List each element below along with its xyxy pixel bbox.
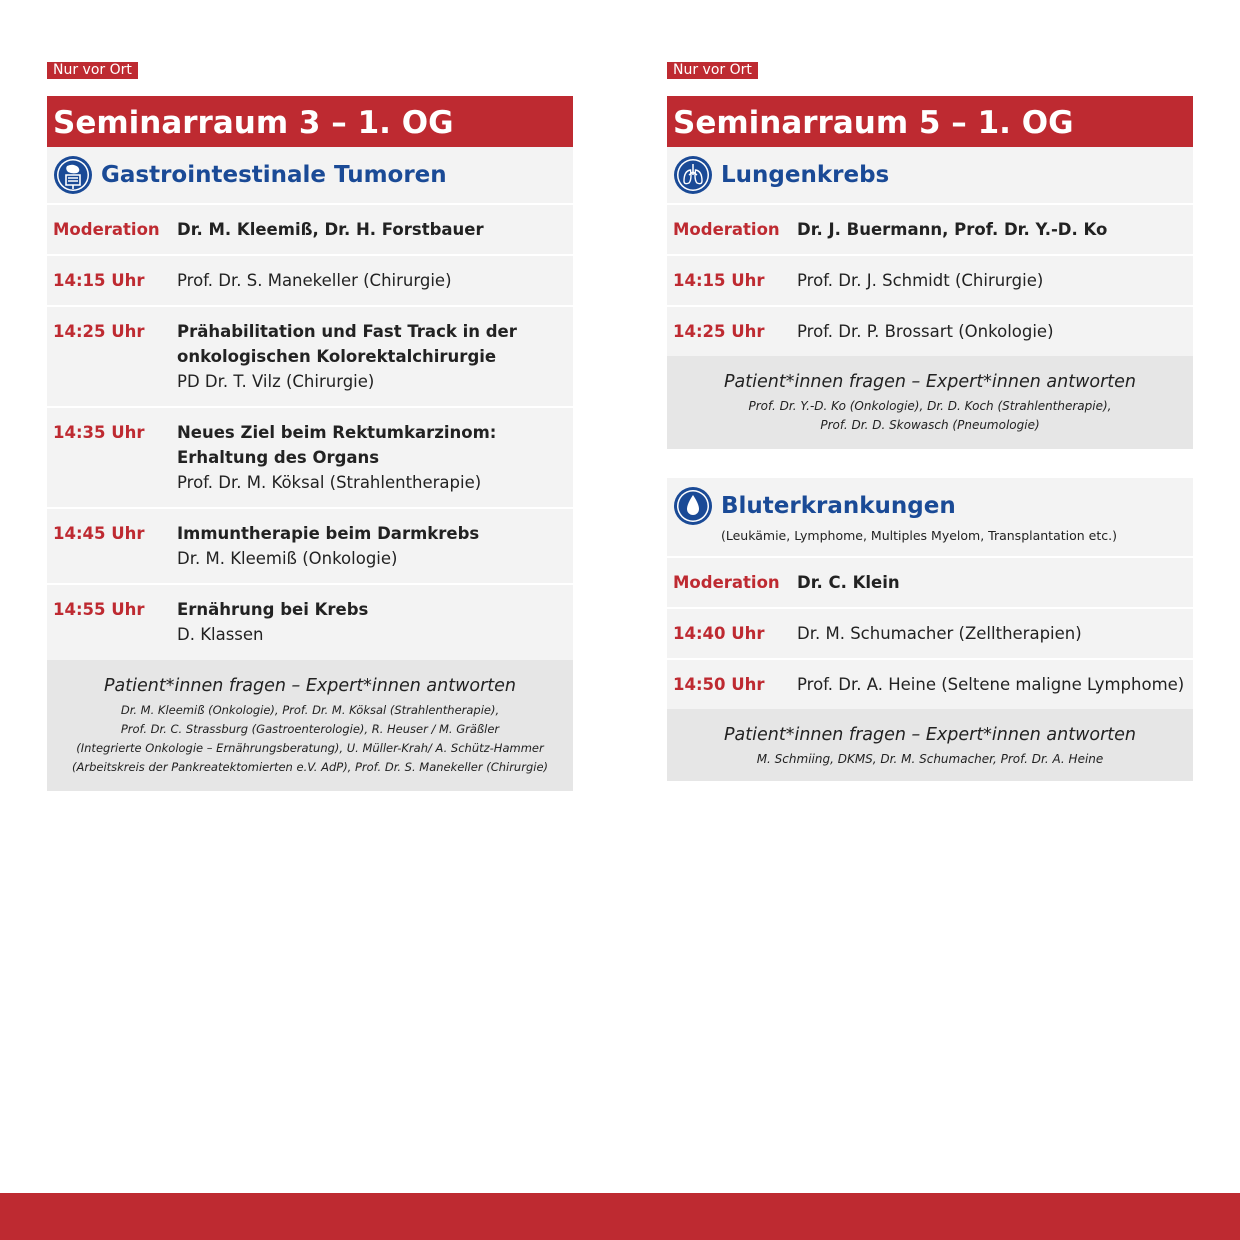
talk-title: Ernährung bei Krebs <box>177 600 369 619</box>
program-row <box>667 305 1193 356</box>
moderation-label: Moderation <box>53 220 160 239</box>
room-block-right <box>667 96 1193 781</box>
section-gastro <box>47 147 573 791</box>
time-label: 14:25 Uhr <box>673 322 765 341</box>
qa-title: Patient*innen fragen – Expert*innen antworten <box>723 725 1137 745</box>
speaker: Dr. M. Schumacher (Zelltherapien) <box>797 624 1082 643</box>
program-row <box>47 406 573 507</box>
speaker: Prof. Dr. A. Heine (Seltene maligne Lymphome) <box>797 675 1185 694</box>
time-label: 14:25 Uhr <box>53 322 145 341</box>
time-label: 14:15 Uhr <box>673 271 765 290</box>
time-label: 14:50 Uhr <box>673 675 765 694</box>
qa-block-gastro <box>47 660 573 791</box>
program-row <box>47 583 573 660</box>
program-row <box>667 607 1193 658</box>
section-header-gastro <box>47 147 573 203</box>
moderators: Dr. C. Klein <box>797 573 900 592</box>
speaker: Prof. Dr. S. Manekeller (Chirurgie) <box>177 271 452 290</box>
time-label: 14:40 Uhr <box>673 624 765 643</box>
qa-block-blood <box>667 709 1193 781</box>
section-header-lung <box>667 147 1193 203</box>
lungs-icon <box>673 155 713 195</box>
section-title-lung: Lungenkrebs <box>721 162 890 188</box>
speaker: Prof. Dr. M. Köksal (Strahlentherapie) <box>177 473 482 492</box>
program-row <box>47 507 573 583</box>
moderators: Dr. J. Buermann, Prof. Dr. Y.-D. Ko <box>797 220 1108 239</box>
time-label: 14:45 Uhr <box>53 524 145 543</box>
program-row <box>47 254 573 305</box>
qa-title: Patient*innen fragen – Expert*innen antworten <box>103 676 517 696</box>
program-row <box>47 305 573 406</box>
section-subtitle-blood: (Leukämie, Lymphome, Multiples Myelom, Transplantation etc.) <box>721 528 1117 543</box>
qa-block-lung <box>667 356 1193 449</box>
digestive-organs-icon <box>53 155 93 195</box>
talk-title: Erhaltung des Organs <box>177 448 380 467</box>
program-row <box>667 556 1193 607</box>
talk-title: Neues Ziel beim Rektumkarzinom: <box>177 423 497 442</box>
speaker: PD Dr. T. Vilz (Chirurgie) <box>177 372 375 391</box>
section-title-blood: Bluterkrankungen <box>721 493 956 519</box>
qa-experts: Dr. M. Kleemiß (Onkologie), Prof. Dr. M. Köksal (Strahlentherapie), Prof. Dr. C. Strassburg (Gastroenterologie), R. Heuser / M. Gräßler (Integrierte Onkologie – Ernährungsberatung), U. Müller-Krah/ A. Schütz-Hammer (Arbeitskreis der Pankreatektomierten e.V. AdP), Prof. Dr. S. Manekeller (Chirurgie) <box>71 703 549 774</box>
section-blood <box>667 478 1193 781</box>
speaker: D. Klassen <box>177 625 264 644</box>
program-row <box>667 203 1193 254</box>
room-title-right: Seminarraum 5 – 1. OG <box>667 96 1193 147</box>
section-title-gastro: Gastrointestinale Tumoren <box>101 162 447 188</box>
on-site-only-badge-right: Nur vor Ort <box>667 62 758 79</box>
speaker: Dr. M. Kleemiß (Onkologie) <box>177 549 398 568</box>
program-row <box>47 203 573 254</box>
room-block-left <box>47 96 573 791</box>
qa-experts: M. Schmiing, DKMS, Dr. M. Schumacher, Prof. Dr. A. Heine <box>756 752 1104 766</box>
blood-drop-icon <box>673 486 713 526</box>
talk-title: Immuntherapie beim Darmkrebs <box>177 524 480 543</box>
time-label: 14:15 Uhr <box>53 271 145 290</box>
moderation-label: Moderation <box>673 573 780 592</box>
speaker: Prof. Dr. P. Brossart (Onkologie) <box>797 322 1054 341</box>
speaker: Prof. Dr. J. Schmidt (Chirurgie) <box>797 271 1044 290</box>
talk-title: onkologischen Kolorektalchirurgie <box>177 347 497 366</box>
talk-title: Prähabilitation und Fast Track in der <box>177 322 517 341</box>
section-lung <box>667 147 1193 449</box>
program-row <box>667 254 1193 305</box>
footer-bar <box>0 1193 1240 1240</box>
time-label: 14:55 Uhr <box>53 600 145 619</box>
moderators: Dr. M. Kleemiß, Dr. H. Forstbauer <box>177 220 484 239</box>
on-site-only-badge-left: Nur vor Ort <box>47 62 138 79</box>
qa-title: Patient*innen fragen – Expert*innen antworten <box>723 372 1137 392</box>
section-header-blood <box>667 478 1193 556</box>
time-label: 14:35 Uhr <box>53 423 145 442</box>
program-row <box>667 658 1193 709</box>
moderation-label: Moderation <box>673 220 780 239</box>
qa-experts: Prof. Dr. Y.-D. Ko (Onkologie), Dr. D. Koch (Strahlentherapie), Prof. Dr. D. Skowasch (Pneumologie) <box>748 399 1112 432</box>
room-title-left: Seminarraum 3 – 1. OG <box>47 96 573 147</box>
